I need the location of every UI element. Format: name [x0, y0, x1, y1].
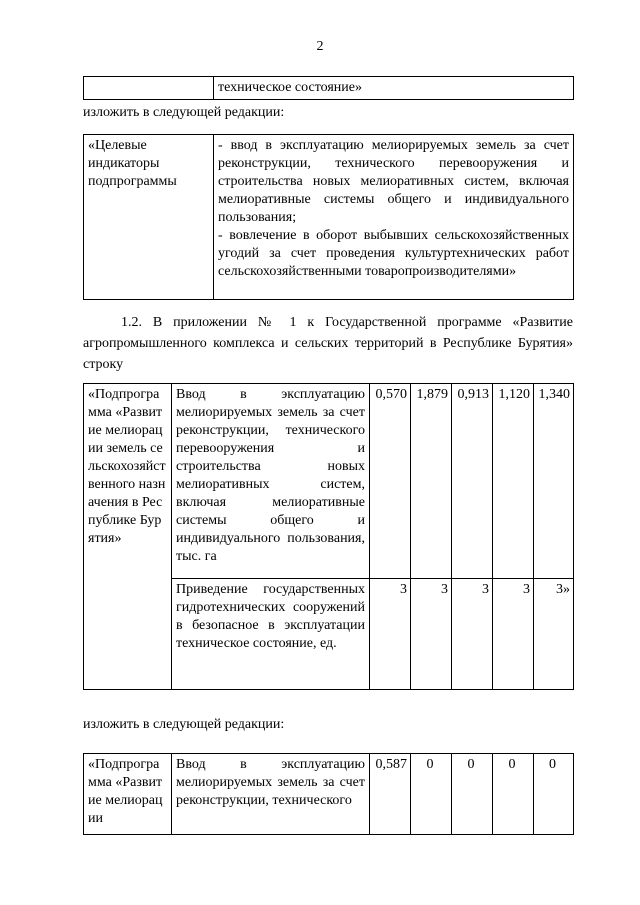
indicators-label: «Целевые индикаторы подпрограммы: [84, 135, 214, 300]
new-value-1-2: 0: [411, 754, 452, 835]
old-indicator-1: Ввод в эксплуатацию мелиорируемых земель за счет реконструкции, технического перевооружения и строительства новых мелиоративных систем, включая мелиоративные системы общего и индивидуального пользования, тыс. га: [172, 384, 370, 579]
old-value-1-5: 1,340: [534, 384, 574, 579]
old-value-2-1: 3: [370, 579, 411, 690]
old-value-1-4: 1,120: [493, 384, 534, 579]
old-program-name: «Подпрограмма «Развитие мелиорации земель сельскохозяйственного назначения в Республике Бурятия»: [84, 384, 172, 690]
new-value-1-1: 0,587: [370, 754, 411, 835]
indicator-item-1: - ввод в эксплуатацию мелиорируемых земель за счет реконструкции, технического перевооружения и строительства новых мелиоративных систем, включая мелиоративные системы общего и индивидуального пользования;: [218, 138, 569, 225]
old-value-2-3: 3: [452, 579, 493, 690]
intro-text-1: изложить в следующей редакции:: [83, 105, 285, 120]
new-program-name: «Подпрограмма «Развитие мелиорации: [84, 754, 172, 835]
old-value-1-1: 0,570: [370, 384, 411, 579]
old-value-2-5: 3»: [534, 579, 574, 690]
new-value-1-3: 0: [452, 754, 493, 835]
new-indicator-1: Ввод в эксплуатацию мелиорируемых земель за счет реконструкции, технического: [172, 754, 370, 835]
top-table: [83, 76, 574, 100]
new-table: [83, 753, 574, 835]
top-table-cell-empty: [84, 77, 214, 100]
paragraph-1-2: 1.2. В приложении № 1 к Государственной программе «Развитие агропромышленного комплекса и сельских территорий в Республике Бурятия» строку: [83, 315, 573, 372]
indicators-content: [214, 135, 574, 300]
new-value-1-5: 0: [534, 754, 574, 835]
old-table: [83, 383, 574, 690]
indicator-item-2: - вовлечение в оборот выбывших сельскохозяйственных угодий за счет проведения культуртехнических работ сельскохозяйственными товаропроизводителями»: [218, 228, 569, 279]
old-indicator-2: Приведение государственных гидротехнических сооружений в безопасное в эксплуатации техническое состояние, ед.: [172, 579, 370, 690]
old-value-1-3: 0,913: [452, 384, 493, 579]
indicators-table: [83, 134, 574, 300]
intro-text-2: изложить в следующей редакции:: [83, 717, 285, 732]
new-value-1-4: 0: [493, 754, 534, 835]
old-value-2-4: 3: [493, 579, 534, 690]
old-value-1-2: 1,879: [411, 384, 452, 579]
top-table-cell-text: техническое состояние»: [214, 77, 574, 100]
old-value-2-2: 3: [411, 579, 452, 690]
page-number: 2: [316, 39, 324, 54]
